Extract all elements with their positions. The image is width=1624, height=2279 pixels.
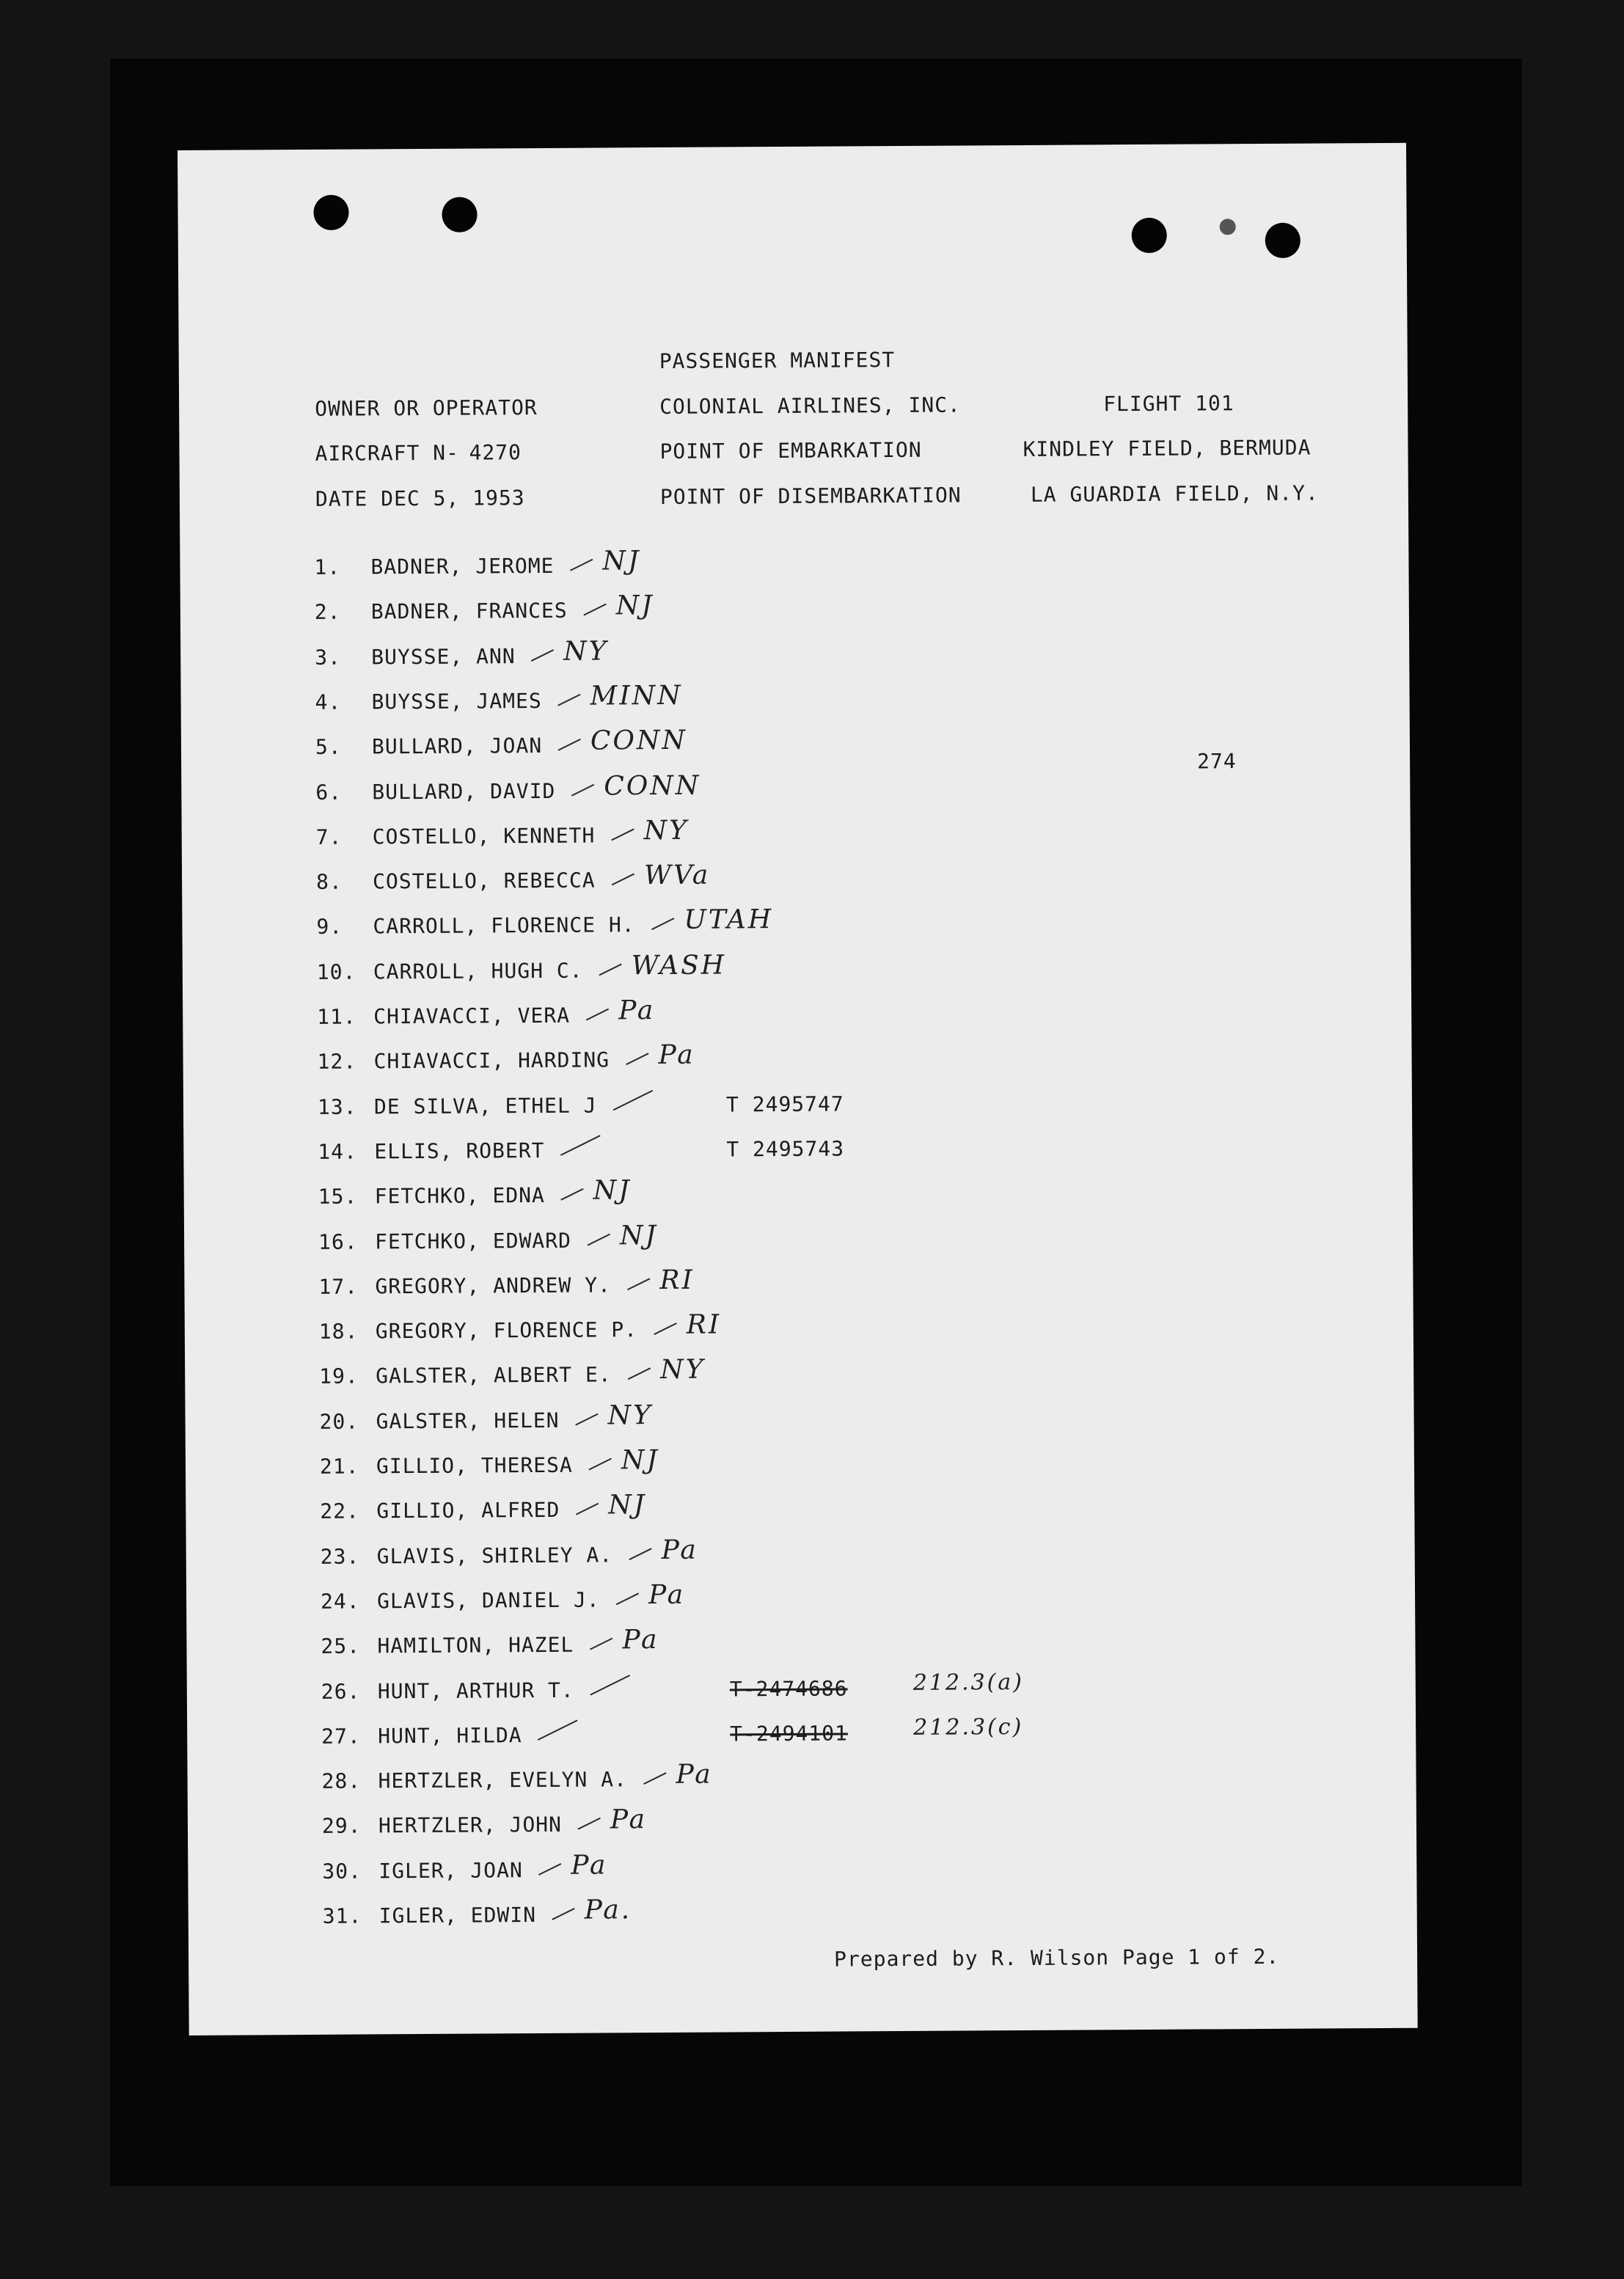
- regulation-note: 212.3(c): [913, 1713, 1024, 1741]
- passenger-number: 22.: [320, 1499, 360, 1523]
- passenger-name: ELLIS, ROBERT: [374, 1138, 545, 1164]
- passenger-number: 8.: [315, 869, 343, 894]
- passenger-name: BUYSSE, JAMES: [371, 688, 542, 714]
- passenger-name: HERTZLER, EVELYN A.: [378, 1767, 627, 1793]
- passenger-number: 25.: [321, 1634, 361, 1658]
- check-mark: [531, 649, 554, 662]
- passenger-number: 5.: [315, 734, 342, 759]
- passenger-number: 7.: [315, 824, 343, 849]
- passenger-number: 18.: [318, 1319, 359, 1344]
- check-mark: [571, 784, 594, 797]
- passenger-name: IGLER, JOAN: [378, 1858, 523, 1884]
- regulation-note: 212.3(a): [912, 1669, 1025, 1696]
- punch-hole: [313, 195, 348, 230]
- date-label: DATE DEC 5, 1953: [315, 486, 525, 511]
- check-mark: [651, 918, 674, 930]
- aircraft-value: 4270: [469, 440, 522, 465]
- state-note: RI: [659, 1265, 695, 1296]
- check-mark: [626, 1053, 648, 1065]
- passenger-name: HUNT, ARTHUR T.: [377, 1678, 574, 1704]
- passenger-name: COSTELLO, KENNETH: [372, 823, 596, 849]
- passenger-name: BADNER, JEROME: [370, 553, 555, 579]
- passenger-name: FETCHKO, EDNA: [374, 1182, 545, 1209]
- passenger-number: 24.: [320, 1589, 360, 1614]
- passenger-number: 16.: [318, 1229, 358, 1254]
- passenger-name: IGLER, EDWIN: [378, 1903, 537, 1928]
- check-mark: [560, 1188, 583, 1201]
- passenger-name: BULLARD, DAVID: [372, 778, 556, 805]
- state-note: NY: [607, 1400, 653, 1431]
- passenger-name: GALSTER, HELEN: [376, 1408, 560, 1434]
- passenger-name: GLAVIS, SHIRLEY A.: [376, 1543, 613, 1569]
- passenger-name: GREGORY, FLORENCE P.: [375, 1317, 638, 1344]
- check-mark: [557, 694, 580, 706]
- passenger-number: 26.: [321, 1679, 361, 1704]
- state-note: Pa: [622, 1625, 659, 1656]
- passenger-number: 19.: [319, 1364, 359, 1389]
- ticket-number: T 2495747: [725, 1091, 844, 1117]
- state-note: Pa: [658, 1039, 695, 1071]
- owner-value: COLONIAL AIRLINES, INC.: [659, 392, 961, 419]
- check-mark: [616, 1592, 639, 1605]
- passenger-name: GILLIO, ALFRED: [376, 1497, 560, 1523]
- check-mark: [590, 1675, 630, 1695]
- check-mark: [578, 1818, 601, 1830]
- passenger-number: 15.: [318, 1184, 358, 1209]
- state-note: NJ: [602, 546, 641, 577]
- check-mark: [599, 964, 621, 976]
- passenger-number: 17.: [318, 1274, 359, 1299]
- check-mark: [628, 1367, 651, 1380]
- state-note: Pa: [618, 995, 656, 1026]
- check-mark: [629, 1548, 651, 1560]
- state-note: NJ: [615, 590, 654, 621]
- flight-number: FLIGHT 101: [1103, 391, 1235, 417]
- check-mark: [589, 1458, 612, 1471]
- passenger-number: 13.: [317, 1094, 357, 1119]
- state-note: Pa.: [584, 1895, 632, 1925]
- passenger-name: CHIAVACCI, HARDING: [373, 1047, 610, 1074]
- check-mark: [560, 1135, 601, 1155]
- passenger-number: 6.: [315, 780, 343, 805]
- check-mark: [570, 559, 593, 571]
- passenger-number: 23.: [320, 1544, 360, 1569]
- punch-hole: [442, 197, 477, 233]
- passenger-number: 9.: [316, 914, 343, 939]
- margin-number: 274: [1197, 749, 1237, 774]
- passenger-name: FETCHKO, EDWARD: [374, 1228, 572, 1254]
- passenger-number: 1.: [314, 555, 341, 579]
- passenger-number: 21.: [319, 1454, 359, 1479]
- passenger-name: DE SILVA, ETHEL J: [373, 1093, 597, 1119]
- state-note: NJ: [608, 1490, 647, 1521]
- state-note: NY: [660, 1354, 706, 1386]
- ticket-number: T-2474686: [729, 1676, 848, 1702]
- ticket-number: T-2494101: [730, 1721, 849, 1746]
- manifest-page: [178, 143, 1418, 2035]
- state-note: NY: [643, 815, 690, 846]
- state-note: WASH: [631, 950, 727, 981]
- passenger-number: 29.: [321, 1813, 362, 1838]
- state-note: MINN: [590, 680, 683, 711]
- state-note: Pa: [610, 1804, 648, 1835]
- passenger-name: HAMILTON, HAZEL: [377, 1632, 574, 1658]
- passenger-number: 20.: [319, 1409, 359, 1434]
- state-note: NJ: [621, 1445, 659, 1476]
- passenger-number: 11.: [317, 1004, 356, 1029]
- check-mark: [558, 739, 581, 751]
- passenger-name: GREGORY, ANDREW Y.: [375, 1273, 611, 1299]
- passenger-number: 14.: [318, 1139, 358, 1164]
- owner-label: OWNER OR OPERATOR: [315, 395, 538, 421]
- state-note: NY: [563, 636, 609, 667]
- passenger-number: 2.: [314, 599, 341, 624]
- check-mark: [576, 1503, 599, 1515]
- check-mark: [590, 1638, 612, 1650]
- passenger-name: GILLIO, THERESA: [376, 1452, 573, 1479]
- state-note: NJ: [593, 1175, 632, 1206]
- embark-value: KINDLEY FIELD, BERMUDA: [1023, 435, 1312, 461]
- state-note: UTAH: [684, 904, 774, 935]
- check-mark: [583, 604, 606, 616]
- check-mark: [613, 1090, 654, 1111]
- state-note: RI: [686, 1309, 722, 1340]
- state-note: Pa: [661, 1534, 698, 1566]
- passenger-number: 31.: [322, 1903, 362, 1928]
- disembark-value: LA GUARDIA FIELD, N.Y.: [1030, 480, 1319, 507]
- ticket-number: T 2495743: [726, 1136, 845, 1162]
- footer-prepared-by: Prepared by R. Wilson Page 1 of 2.: [833, 1944, 1280, 1972]
- state-note: NJ: [619, 1221, 659, 1251]
- passenger-name: CHIAVACCI, VERA: [373, 1003, 571, 1029]
- state-note: Pa: [648, 1579, 686, 1611]
- passenger-name: HERTZLER, JOHN: [378, 1812, 563, 1838]
- check-mark: [538, 1720, 578, 1741]
- passenger-name: BUYSSE, ANN: [371, 644, 516, 670]
- embark-label: POINT OF EMBARKATION: [659, 437, 922, 464]
- aircraft-label: AIRCRAFT N-: [315, 440, 460, 466]
- check-mark: [538, 1863, 561, 1876]
- passenger-number: 3.: [315, 645, 342, 670]
- check-mark: [627, 1278, 650, 1290]
- passenger-name: BULLARD, JOAN: [371, 733, 543, 759]
- passenger-number: 27.: [321, 1724, 361, 1749]
- passenger-number: 28.: [321, 1768, 362, 1793]
- punch-hole: [1265, 223, 1301, 258]
- passenger-name: CARROLL, FLORENCE H.: [373, 912, 635, 939]
- check-mark: [586, 1009, 609, 1021]
- manifest-title: PASSENGER MANIFEST: [659, 348, 896, 373]
- check-mark: [611, 828, 634, 841]
- passenger-name: GLAVIS, DANIEL J.: [376, 1587, 600, 1614]
- check-mark: [588, 1234, 610, 1246]
- passenger-name: CARROLL, HUGH C.: [373, 958, 583, 984]
- check-mark: [575, 1413, 598, 1426]
- check-mark: [552, 1908, 574, 1920]
- punch-hole: [1132, 218, 1167, 253]
- check-mark: [643, 1772, 666, 1785]
- passenger-number: 10.: [316, 959, 356, 984]
- passenger-name: GALSTER, ALBERT E.: [376, 1362, 612, 1389]
- passenger-number: 4.: [315, 689, 342, 714]
- passenger-name: BADNER, FRANCES: [370, 598, 568, 624]
- passenger-number: 30.: [322, 1859, 362, 1884]
- passenger-number: 12.: [317, 1049, 357, 1074]
- state-note: CONN: [604, 770, 701, 802]
- check-mark: [612, 873, 634, 885]
- passenger-name: COSTELLO, REBECCA: [372, 868, 596, 894]
- smudge: [1220, 219, 1236, 235]
- state-note: Pa: [571, 1850, 608, 1881]
- state-note: CONN: [590, 725, 688, 756]
- passenger-name: HUNT, HILDA: [378, 1723, 522, 1749]
- check-mark: [654, 1323, 676, 1335]
- state-note: WVa: [643, 860, 711, 891]
- disembark-label: POINT OF DISEMBARKATION: [659, 483, 962, 509]
- state-note: Pa: [676, 1759, 713, 1790]
